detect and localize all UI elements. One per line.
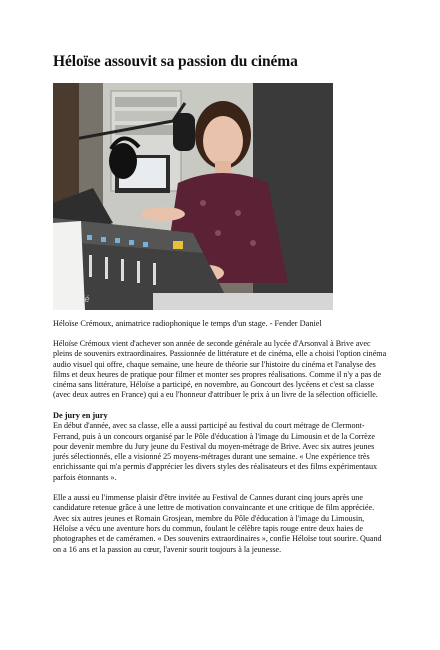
- page-title: Héloïse assouvit sa passion du cinéma: [53, 53, 298, 70]
- paragraph-intro: Héloïse Crémoux vient d'achever son année de seconde générale au lycée d'Arsonval à Brive avec pleins de souvenirs extraordinaires. Passionnée de littérature et de cinéma, elle a choisi l'option cinéma audio visuel qui offre, chaque semaine, une heure de théorie sur l'histoire du cinéma et l'analyse des films et deux heures de pratique pour filmer et monter ses propres réalisations. Comme il n'y a pas de cinéma sans littérature, Héloïse a participé, en novembre, au Goncourt des lycéens et c'est sa classe (avec deux autres en France) qui a eu l'honneur d'attribuer le prix à un livre de la sélection officielle.: [53, 339, 387, 400]
- article-body: [53, 339, 388, 565]
- paragraph-cannes: Elle a aussi eu l'immense plaisir d'être invitée au Festival de Cannes durant cinq jours après une candidature retenue grâce à une lettre de motivation convaincante et une critique de film appréciée. Avec six autres jeunes et Romain Grosjean, membre du Pôle d'éducation à l'image du Limousin, Héloïse a vécu une aventure hors du commun, foulant le célèbre tapis rouge entre deux haies de photographes et de caméramen. « Des souvenirs extraordinaires », confie Héloïse tout sourire. Quand on a 16 ans et la passion au cœur, l'avenir sourit toujours à la jeunesse.: [53, 493, 382, 554]
- paragraph-jury: En début d'année, avec sa classe, elle a aussi participé au festival du court métrage de Clermont-Ferrand, puis à un concours organisé par le Pôle d'éducation à l'image du Limousin et de la Corrèze pour devenir membre du Jury jeune du Festival du moyen-métrage de Brive. Avec six autres jeunes jurés sélectionnés, elle a visionné 25 moyens-métrages durant une semaine. « Une expérience très enrichissante qui m'a permis d'apprécier les divers styles des réalisateurs et des films expérimentaux parfois étonnants ».: [53, 421, 378, 482]
- photo-caption: Héloïse Crémoux, animatrice radiophonique le temps d'un stage. - Fender Daniel: [53, 319, 322, 328]
- photo-watermark: Certifié: [61, 294, 90, 304]
- subheading: De jury en jury: [53, 410, 108, 420]
- article-photo: [53, 83, 333, 310]
